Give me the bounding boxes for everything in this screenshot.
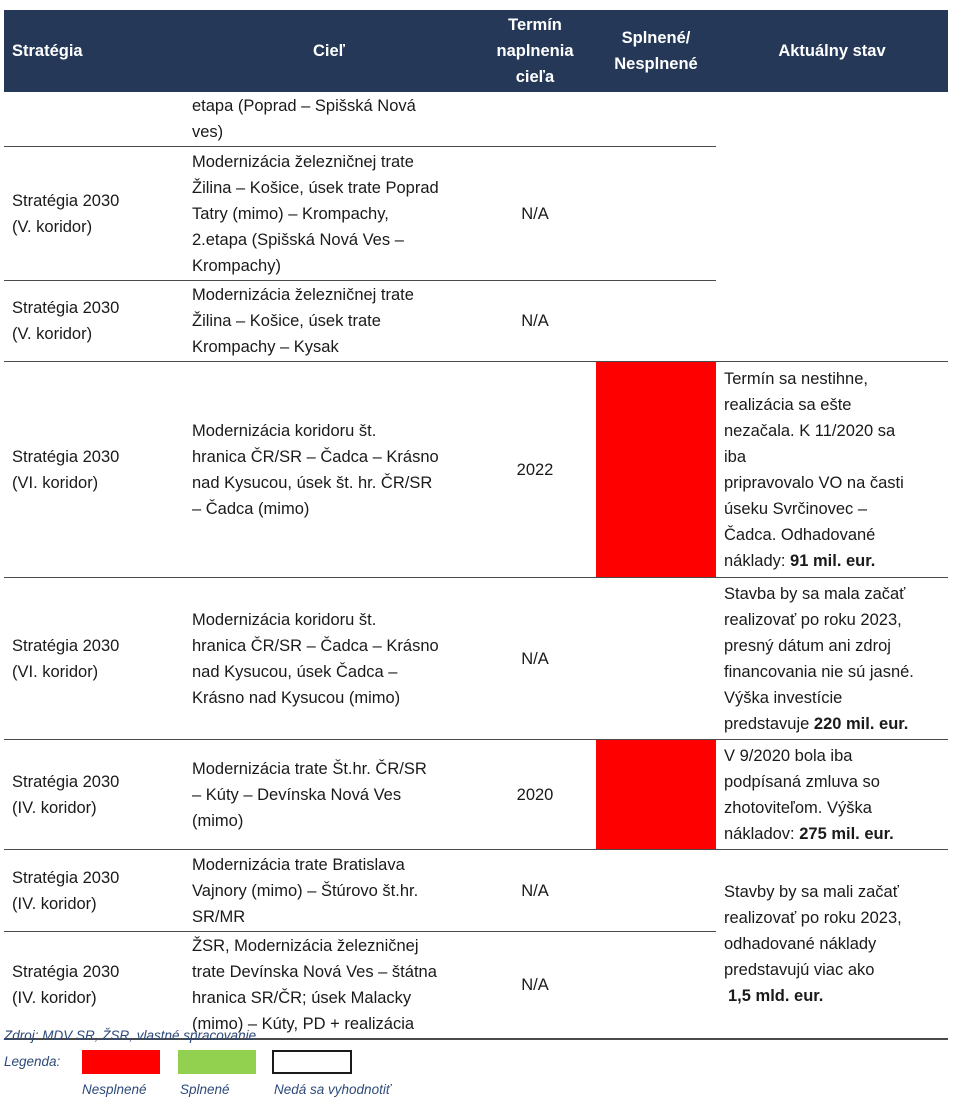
- legend-blank-caption: Nedá sa vyhodnotiť: [274, 1082, 391, 1097]
- goal-line: trate Devínska Nová Ves – štátna: [192, 963, 437, 981]
- status-cell: [716, 92, 948, 147]
- not-fulfilled-indicator: [596, 362, 716, 578]
- header-fulfilled-line2: Nesplnené: [614, 55, 698, 73]
- goal-cell: [184, 740, 474, 850]
- term-cell: N/A: [474, 578, 596, 740]
- header-fulfilled-line1: Splnené/: [621, 29, 691, 47]
- goal-line: (mimo) – Kúty, PD + realizácia: [192, 1015, 415, 1033]
- status-cell-merged: [716, 850, 948, 1040]
- goal-cell: [184, 281, 474, 362]
- goal-line: hranica ČR/SR – Čadca – Krásno: [192, 447, 439, 466]
- term-cell: N/A: [474, 147, 596, 281]
- goal-line: Žilina – Košice, úsek trate: [192, 312, 381, 330]
- goal-line: Modernizácia trate Bratislava: [192, 855, 405, 874]
- fulfilled-cell: [596, 578, 716, 740]
- goal-cell: [184, 92, 474, 147]
- status-cell: [716, 578, 948, 740]
- strategy-cell: [4, 362, 184, 578]
- term-cell: N/A: [474, 850, 596, 932]
- header-fulfilled: [596, 10, 716, 92]
- strategy-line: (VI. koridor): [12, 662, 99, 681]
- header-goal: Cieľ: [184, 10, 474, 92]
- term-cell: N/A: [474, 281, 596, 362]
- goal-cell: [184, 147, 474, 281]
- goal-cell: [184, 850, 474, 932]
- table-row: [4, 92, 948, 147]
- table-row: [4, 147, 948, 281]
- goal-line: Krompachy – Kysak: [192, 338, 339, 356]
- fulfilled-cell: [596, 92, 716, 147]
- strategy-line: (IV. koridor): [12, 894, 97, 913]
- legend-green-caption: Splnené: [180, 1082, 230, 1097]
- goal-line: Žilina – Košice, úsek trate Poprad: [192, 178, 439, 197]
- status-line: V 9/2020 bola iba: [724, 746, 853, 765]
- term-cell: N/A: [474, 932, 596, 1040]
- status-line: Stavba by sa mala začať: [724, 584, 906, 603]
- strategy-line: Stratégia 2030: [12, 299, 120, 317]
- table-row: [4, 578, 948, 740]
- goal-line: Tatry (mimo) – Krompachy,: [192, 204, 389, 223]
- status-line: realizovať po roku 2023,: [724, 610, 902, 629]
- status-amount: 1,5 mld. eur.: [728, 987, 824, 1005]
- legend-red-swatch: [82, 1050, 160, 1074]
- status-amount: 91 mil. eur.: [790, 551, 876, 570]
- fulfilled-cell: [596, 147, 716, 281]
- fulfilled-cell: [596, 850, 716, 932]
- fulfilled-cell: [596, 281, 716, 362]
- strategy-cell: [4, 740, 184, 850]
- legend-green-swatch: [178, 1050, 256, 1074]
- status-line: podpísaná zmluva so: [724, 772, 880, 791]
- strategy-cell: [4, 147, 184, 281]
- legend-red-caption: Nesplnené: [82, 1082, 147, 1097]
- goal-line: (mimo): [192, 811, 244, 830]
- strategy-cell: [4, 850, 184, 932]
- table-header-row: [4, 10, 948, 92]
- goal-line: Modernizácia trate Št.hr. ČR/SR: [192, 759, 427, 778]
- goal-line: ves): [192, 123, 224, 141]
- goal-cell: [184, 578, 474, 740]
- goal-line: Modernizácia železničnej trate: [192, 152, 414, 171]
- status-line: Čadca. Odhadované: [724, 525, 876, 544]
- goal-line: etapa (Poprad – Spišská Nová: [192, 97, 416, 115]
- status-amount: 220 mil. eur.: [813, 714, 909, 733]
- header-strategy: Stratégia: [4, 10, 184, 92]
- strategy-line: Stratégia 2030: [12, 191, 120, 210]
- status-line: nezačala. K 11/2020 sa: [724, 421, 896, 440]
- goal-cell: [184, 932, 474, 1040]
- strategy-line: (V. koridor): [12, 217, 93, 236]
- goal-line: nad Kysucou, úsek Čadca –: [192, 662, 398, 681]
- goal-line: SR/MR: [192, 907, 246, 926]
- status-line: zhotoviteľom. Výška: [724, 798, 872, 817]
- fulfilled-cell: [596, 932, 716, 1040]
- strategy-line: Stratégia 2030: [12, 447, 120, 466]
- not-fulfilled-indicator: [596, 740, 716, 850]
- status-line: Výška investície: [724, 688, 843, 707]
- goal-line: Modernizácia železničnej trate: [192, 286, 414, 304]
- status-line: Termín sa nestihne,: [724, 369, 868, 388]
- goal-line: Modernizácia koridoru št.: [192, 610, 377, 629]
- legend-label: Legenda:: [4, 1054, 61, 1069]
- strategy-line: (V. koridor): [12, 325, 93, 343]
- strategy-line: (IV. koridor): [12, 798, 97, 817]
- header-term-line1: Termín: [508, 16, 562, 34]
- status-line: predstavuje: [724, 714, 814, 733]
- header-term-line3: cieľa: [515, 68, 555, 86]
- legend-blank-swatch: [272, 1050, 352, 1074]
- status-line: odhadované náklady: [724, 935, 877, 953]
- goal-line: Modernizácia koridoru št.: [192, 421, 377, 440]
- status-line: pripravovalo VO na časti: [724, 473, 904, 492]
- status-line: presný dátum ani zdroj: [724, 636, 891, 655]
- status-line: realizácia sa ešte: [724, 395, 852, 414]
- table-row: [4, 281, 948, 362]
- strategy-line: (VI. koridor): [12, 473, 99, 492]
- status-cell: [716, 281, 948, 362]
- status-line: iba: [724, 447, 747, 466]
- status-amount: 275 mil. eur.: [799, 824, 894, 843]
- strategy-cell: [4, 92, 184, 147]
- goal-line: Krásno nad Kysucou (mimo): [192, 688, 401, 707]
- strategy-line: Stratégia 2030: [12, 636, 120, 655]
- source-note: Zdroj: MDV SR, ŽSR, vlastné spracovanie: [4, 1028, 257, 1043]
- strategy-cell: [4, 578, 184, 740]
- status-cell: [716, 362, 948, 578]
- table-row: [4, 362, 948, 578]
- status-line: nákladov:: [724, 824, 800, 843]
- strategy-cell: [4, 281, 184, 362]
- strategy-cell: [4, 932, 184, 1040]
- goal-line: 2.etapa (Spišská Nová Ves –: [192, 230, 404, 249]
- goal-cell: [184, 362, 474, 578]
- goal-line: nad Kysucou, úsek št. hr. ČR/SR: [192, 473, 433, 492]
- status-cell: [716, 147, 948, 281]
- header-term-line2: naplnenia: [496, 42, 574, 60]
- status-line: náklady:: [724, 551, 791, 570]
- goal-line: – Kúty – Devínska Nová Ves: [192, 785, 402, 804]
- status-cell: [716, 740, 948, 850]
- strategy-line: (IV. koridor): [12, 989, 97, 1007]
- term-cell: 2022: [474, 362, 596, 578]
- table-row: [4, 850, 948, 932]
- status-line: predstavujú viac ako: [724, 961, 875, 979]
- goal-line: hranica ČR/SR – Čadca – Krásno: [192, 636, 439, 655]
- term-cell: 2020: [474, 740, 596, 850]
- strategy-line: Stratégia 2030: [12, 963, 120, 981]
- header-term: [474, 10, 596, 92]
- strategy-table: [4, 10, 948, 1040]
- strategy-line: Stratégia 2030: [12, 868, 120, 887]
- status-line: realizovať po roku 2023,: [724, 909, 902, 927]
- goal-line: hranica SR/ČR; úsek Malacky: [192, 989, 412, 1007]
- status-line: Stavby by sa mali začať: [724, 883, 899, 901]
- goal-line: Krompachy): [192, 256, 281, 275]
- goal-line: – Čadca (mimo): [192, 499, 310, 518]
- term-cell: [474, 92, 596, 147]
- goal-line: Vajnory (mimo) – Štúrovo št.hr.: [192, 881, 419, 900]
- strategy-line: Stratégia 2030: [12, 772, 120, 791]
- header-status: Aktuálny stav: [716, 10, 948, 92]
- table-row: [4, 740, 948, 850]
- status-line: financovania nie sú jasné.: [724, 662, 914, 681]
- status-line: úseku Svrčinovec –: [724, 499, 868, 518]
- goal-line: ŽSR, Modernizácia železničnej: [192, 937, 419, 955]
